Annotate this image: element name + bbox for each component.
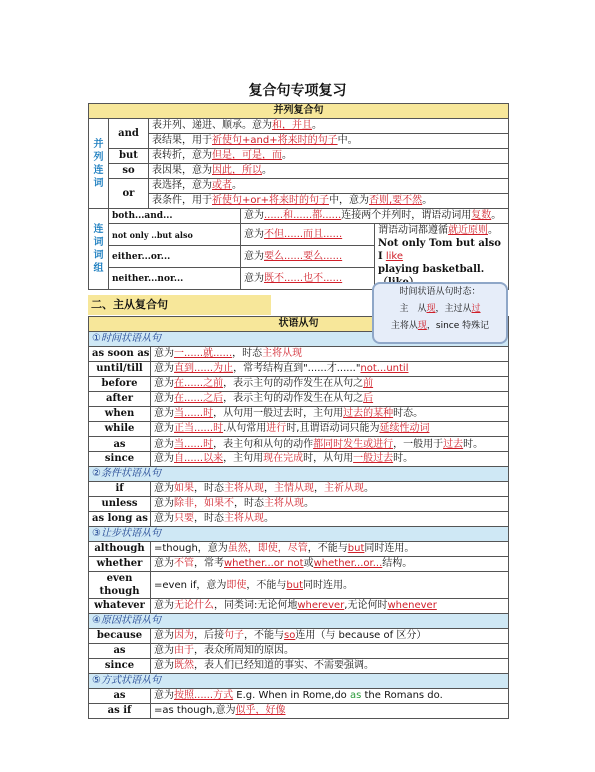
keyword: but bbox=[109, 149, 149, 164]
usage-text: 表条件，用于祈使句+or+将来时的句子中，意为否则,要不然。 bbox=[149, 194, 509, 209]
table-row bbox=[89, 659, 509, 674]
keyword: as bbox=[89, 437, 151, 452]
table-row bbox=[89, 452, 509, 467]
keyword: as soon as bbox=[89, 347, 151, 362]
usage-text: =even if，意为即使，不能与but同时连用。 bbox=[151, 572, 509, 599]
subsection-title: ②条件状语从句 bbox=[89, 467, 509, 482]
proximity-note: 谓语动词都遵循就近原则。 Not only Tom but also I like playing basketball. bbox=[375, 224, 509, 290]
table-row bbox=[89, 599, 509, 614]
table-row bbox=[89, 572, 509, 599]
keyword: before bbox=[89, 377, 151, 392]
coordinate-clause-table bbox=[88, 103, 509, 290]
subsection-title: ③让步状语从句 bbox=[89, 527, 509, 542]
usage-text: 意为......和......都......连接两个并列时，谓语动词用复数。 bbox=[241, 209, 509, 224]
usage-text: 意为直到......为止，常考结构直到"......才......"not...until bbox=[151, 362, 509, 377]
note-line: 主 从现，主过从过 bbox=[399, 304, 481, 314]
keyword: as bbox=[89, 644, 151, 659]
table-row bbox=[89, 362, 509, 377]
usage-text: 意为只要，时态主将从现。 bbox=[151, 512, 509, 527]
usage-text: 表并列、递进、顺承。意为和，并且。 bbox=[149, 119, 509, 134]
page-title: 复合句专项复习 bbox=[248, 83, 347, 99]
usage-text: 意为自......以来，主句用现在完成时，从句用一般过去时。 bbox=[151, 452, 509, 467]
usage-text: 意为当......时，从句用一般过去时，主句用过去的某种时态。 bbox=[151, 407, 509, 422]
usage-text: =as though,意为似乎，好像 bbox=[151, 704, 509, 719]
usage-text: 意为因为，后接句子，不能与so连用（与 because of 区分） bbox=[151, 629, 509, 644]
keyword: and bbox=[109, 119, 149, 149]
table-row bbox=[89, 347, 509, 362]
tense-note-callout bbox=[372, 282, 508, 344]
usage-text: 表因果，意为因此，所以。 bbox=[149, 164, 509, 179]
usage-text: 意为如果，时态主将从现，主情从现，主祈从现。 bbox=[151, 482, 509, 497]
usage-text: 意为按照......方式 E.g. When in Rome,do as the Romans do. bbox=[151, 689, 509, 704]
keyword: because bbox=[89, 629, 151, 644]
table-row bbox=[89, 644, 509, 659]
keyword: either...or... bbox=[109, 246, 241, 268]
keyword: although bbox=[89, 542, 151, 557]
table-header: 并列复合句 bbox=[89, 104, 509, 119]
note-line: 时间状语从句时态： bbox=[399, 287, 481, 297]
table-header: 状语从句 bbox=[89, 317, 509, 332]
keyword: as if bbox=[89, 704, 151, 719]
keyword: whatever bbox=[89, 599, 151, 614]
table-row bbox=[89, 629, 509, 644]
table-row bbox=[89, 689, 509, 704]
table-row bbox=[89, 437, 509, 452]
usage-text: 表结果，用于祈使句+and+将来时的句子中。 bbox=[149, 134, 509, 149]
side-label: 连词词组 bbox=[89, 209, 109, 290]
keyword: if bbox=[89, 482, 151, 497]
keyword: after bbox=[89, 392, 151, 407]
keyword: whether bbox=[89, 557, 151, 572]
keyword: until/till bbox=[89, 362, 151, 377]
table-row bbox=[89, 392, 509, 407]
adverbial-clause-table bbox=[88, 316, 509, 719]
usage-text: =though，意为虽然，即使，尽管，不能与but同时连用。 bbox=[151, 542, 509, 557]
table-row bbox=[89, 704, 509, 719]
keyword: so bbox=[109, 164, 149, 179]
usage-text: 意为当......时，表主句和从句的动作都同时发生或进行，一般用于过去时。 bbox=[151, 437, 509, 452]
keyword: while bbox=[89, 422, 151, 437]
usage-text: 意为不管，常考whether...or not或whether...or...结构。 bbox=[151, 557, 509, 572]
keyword: neither...nor... bbox=[109, 268, 241, 290]
subsection-title: ④原因状语从句 bbox=[89, 614, 509, 629]
usage-text: 意为在......之前，表示主句的动作发生在从句之前 bbox=[151, 377, 509, 392]
keyword: not only ..but also bbox=[109, 224, 241, 246]
usage-text: 意为除非，如果不，时态主将从现。 bbox=[151, 497, 509, 512]
usage-text: 意为无论什么，同类词:无论何地wherever,无论何时whenever bbox=[151, 599, 509, 614]
subsection-title: ⑤方式状语从句 bbox=[89, 674, 509, 689]
usage-text: 意为由于，表众所周知的原因。 bbox=[151, 644, 509, 659]
table-row bbox=[89, 557, 509, 572]
section-heading: 二、主从复合句 bbox=[88, 295, 271, 315]
keyword: as bbox=[89, 689, 151, 704]
table-row bbox=[89, 542, 509, 557]
keyword: as long as bbox=[89, 512, 151, 527]
table-row bbox=[89, 407, 509, 422]
usage-text: 意为在......之后，表示主句的动作发生在从句之后 bbox=[151, 392, 509, 407]
keyword: or bbox=[109, 179, 149, 209]
note-line: 主将从现，since 特殊记 bbox=[390, 321, 490, 331]
keyword: even though bbox=[89, 572, 151, 599]
keyword: since bbox=[89, 452, 151, 467]
usage-text: 意为既不......也不...... bbox=[241, 268, 375, 290]
side-label: 并列连词 bbox=[89, 119, 109, 209]
keyword: both...and... bbox=[109, 209, 241, 224]
usage-text: 表选择，意为或者。 bbox=[149, 179, 509, 194]
usage-text: 意为既然，表人们已经知道的事实、不需要强调。 bbox=[151, 659, 509, 674]
usage-text: 意为一......就......，时态主将从现 bbox=[151, 347, 509, 362]
usage-text: 意为要么......要么...... bbox=[241, 246, 375, 268]
subsection-title: ①时间状语从句 bbox=[89, 332, 509, 347]
keyword: since bbox=[89, 659, 151, 674]
keyword: when bbox=[89, 407, 151, 422]
table-row bbox=[89, 422, 509, 437]
table-row bbox=[89, 377, 509, 392]
table-row bbox=[89, 512, 509, 527]
usage-text: 意为不但......而且...... bbox=[241, 224, 375, 246]
usage-text: 表转折，意为但是，可是，而。 bbox=[149, 149, 509, 164]
usage-text: 意为正当......时.从句常用进行时,且谓语动词只能为延续性动词 bbox=[151, 422, 509, 437]
table-row bbox=[89, 497, 509, 512]
keyword: unless bbox=[89, 497, 151, 512]
table-row bbox=[89, 482, 509, 497]
